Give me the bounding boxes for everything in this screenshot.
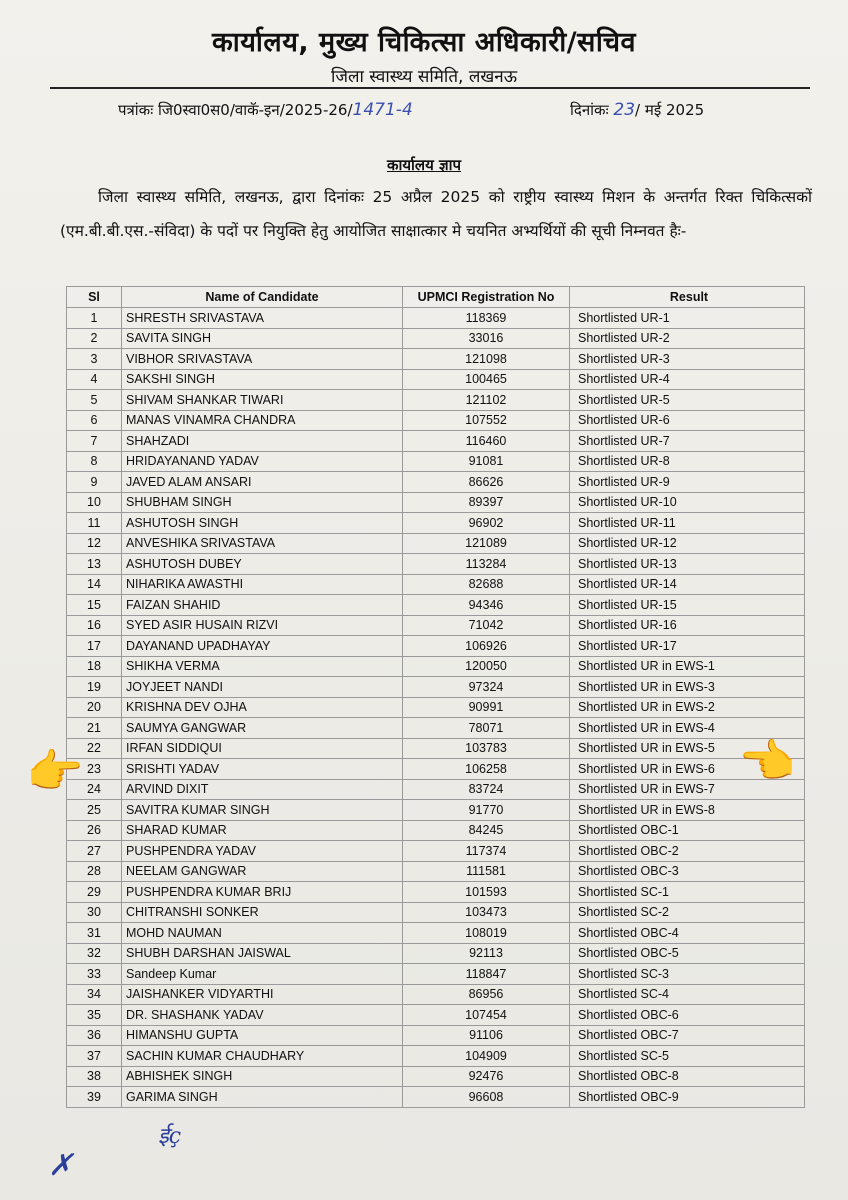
date-label: दिनांकः — [570, 101, 609, 119]
cell-registration-no: 108019 — [403, 923, 570, 944]
cell-candidate-name: JAVED ALAM ANSARI — [122, 472, 403, 493]
cell-result: Shortlisted UR in EWS-5 — [570, 738, 805, 759]
table-row — [67, 861, 805, 882]
table-row — [67, 902, 805, 923]
table-row — [67, 923, 805, 944]
cell-candidate-name: MANAS VINAMRA CHANDRA — [122, 410, 403, 431]
table-row — [67, 984, 805, 1005]
cell-serial: 35 — [67, 1005, 122, 1026]
table-row — [67, 554, 805, 575]
cell-candidate-name: SAUMYA GANGWAR — [122, 718, 403, 739]
cell-candidate-name: DR. SHASHANK YADAV — [122, 1005, 403, 1026]
candidate-table — [66, 286, 805, 1108]
table-row — [67, 472, 805, 493]
cell-candidate-name: HIMANSHU GUPTA — [122, 1025, 403, 1046]
table-row — [67, 779, 805, 800]
cell-result: Shortlisted UR in EWS-1 — [570, 656, 805, 677]
cell-registration-no: 103783 — [403, 738, 570, 759]
cell-serial: 14 — [67, 574, 122, 595]
table-row — [67, 943, 805, 964]
cell-registration-no: 113284 — [403, 554, 570, 575]
cell-registration-no: 33016 — [403, 328, 570, 349]
cell-candidate-name: ABHISHEK SINGH — [122, 1066, 403, 1087]
table-row — [67, 656, 805, 677]
cell-candidate-name: ARVIND DIXIT — [122, 779, 403, 800]
cell-serial: 19 — [67, 677, 122, 698]
cell-candidate-name: SACHIN KUMAR CHAUDHARY — [122, 1046, 403, 1067]
cell-registration-no: 90991 — [403, 697, 570, 718]
cell-result: Shortlisted UR-8 — [570, 451, 805, 472]
cell-serial: 26 — [67, 820, 122, 841]
handwritten-tick-mark: ✗ — [48, 1148, 74, 1183]
cell-registration-no: 101593 — [403, 882, 570, 903]
cell-registration-no: 82688 — [403, 574, 570, 595]
cell-result: Shortlisted OBC-5 — [570, 943, 805, 964]
cell-serial: 37 — [67, 1046, 122, 1067]
cell-serial: 3 — [67, 349, 122, 370]
cell-result: Shortlisted OBC-7 — [570, 1025, 805, 1046]
cell-result: Shortlisted UR in EWS-7 — [570, 779, 805, 800]
cell-serial: 29 — [67, 882, 122, 903]
header-name: Name of Candidate — [122, 287, 403, 308]
table-row — [67, 390, 805, 411]
cell-candidate-name: SAVITA SINGH — [122, 328, 403, 349]
cell-result: Shortlisted OBC-9 — [570, 1087, 805, 1108]
cell-candidate-name: ASHUTOSH SINGH — [122, 513, 403, 534]
cell-serial: 39 — [67, 1087, 122, 1108]
cell-candidate-name: Sandeep Kumar — [122, 964, 403, 985]
cell-result: Shortlisted OBC-8 — [570, 1066, 805, 1087]
handwritten-initial: ईç — [158, 1124, 182, 1149]
cell-registration-no: 86626 — [403, 472, 570, 493]
date-day: 23 — [613, 100, 636, 120]
cell-serial: 11 — [67, 513, 122, 534]
cell-result: Shortlisted UR in EWS-2 — [570, 697, 805, 718]
cell-candidate-name: MOHD NAUMAN — [122, 923, 403, 944]
table-row — [67, 800, 805, 821]
cell-serial: 23 — [67, 759, 122, 780]
cell-serial: 22 — [67, 738, 122, 759]
cell-registration-no: 117374 — [403, 841, 570, 862]
cell-serial: 1 — [67, 308, 122, 329]
table-row — [67, 410, 805, 431]
cell-result: Shortlisted SC-3 — [570, 964, 805, 985]
cell-registration-no: 94346 — [403, 595, 570, 616]
cell-result: Shortlisted UR-9 — [570, 472, 805, 493]
header-serial: Sl — [67, 287, 122, 308]
cell-candidate-name: SHARAD KUMAR — [122, 820, 403, 841]
cell-serial: 7 — [67, 431, 122, 452]
cell-result: Shortlisted UR-3 — [570, 349, 805, 370]
table-row — [67, 595, 805, 616]
cell-result: Shortlisted UR-15 — [570, 595, 805, 616]
cell-result: Shortlisted OBC-4 — [570, 923, 805, 944]
table-row — [67, 1025, 805, 1046]
cell-result: Shortlisted OBC-6 — [570, 1005, 805, 1026]
cell-registration-no: 91106 — [403, 1025, 570, 1046]
cell-candidate-name: NIHARIKA AWASTHI — [122, 574, 403, 595]
table-row — [67, 759, 805, 780]
cell-candidate-name: GARIMA SINGH — [122, 1087, 403, 1108]
table-row — [67, 308, 805, 329]
cell-candidate-name: ASHUTOSH DUBEY — [122, 554, 403, 575]
office-subtitle: जिला स्वास्थ्य समिति, लखनऊ — [330, 67, 518, 87]
cell-result: Shortlisted UR in EWS-3 — [570, 677, 805, 698]
cell-serial: 12 — [67, 533, 122, 554]
notice-paragraph: जिला स्वास्थ्य समिति, लखनऊ, द्वारा दिनांकः 25 अप्रैल 2025 को राष्ट्रीय स्वास्थ्य मिशन के अन्तर्गत रिक्त चिकित्सकों (एम.बी.बी.एस.-संविदा) के पदों पर नियुक्ति हेतु आयोजित साक्षात्कार मे चयनित अभ्यर्थियों की सूची निम्नवत हैः- — [60, 188, 812, 240]
cell-registration-no: 92476 — [403, 1066, 570, 1087]
table-row — [67, 636, 805, 657]
cell-result: Shortlisted UR in EWS-4 — [570, 718, 805, 739]
cell-registration-no: 91081 — [403, 451, 570, 472]
cell-registration-no: 92113 — [403, 943, 570, 964]
cell-serial: 36 — [67, 1025, 122, 1046]
cell-registration-no: 78071 — [403, 718, 570, 739]
cell-candidate-name: KRISHNA DEV OJHA — [122, 697, 403, 718]
cell-result: Shortlisted SC-5 — [570, 1046, 805, 1067]
cell-serial: 6 — [67, 410, 122, 431]
table-row — [67, 369, 805, 390]
pointing-hand-icon: 👉 — [26, 744, 84, 798]
table-body — [67, 308, 805, 1108]
cell-registration-no: 121102 — [403, 390, 570, 411]
cell-registration-no: 84245 — [403, 820, 570, 841]
cell-candidate-name: JAISHANKER VIDYARTHI — [122, 984, 403, 1005]
cell-result: Shortlisted OBC-2 — [570, 841, 805, 862]
cell-candidate-name: SHAHZADI — [122, 431, 403, 452]
cell-registration-no: 106258 — [403, 759, 570, 780]
cell-registration-no: 118369 — [403, 308, 570, 329]
reference-label: पत्रांकः जि0स्वा0स0/वाकॅ-इन/2025-26/ — [118, 101, 353, 119]
table-row — [67, 964, 805, 985]
cell-serial: 20 — [67, 697, 122, 718]
cell-serial: 5 — [67, 390, 122, 411]
table-row — [67, 431, 805, 452]
cell-candidate-name: ANVESHIKA SRIVASTAVA — [122, 533, 403, 554]
cell-result: Shortlisted UR in EWS-6 — [570, 759, 805, 780]
cell-candidate-name: NEELAM GANGWAR — [122, 861, 403, 882]
cell-candidate-name: SHIVAM SHANKAR TIWARI — [122, 390, 403, 411]
cell-result: Shortlisted UR-12 — [570, 533, 805, 554]
table-row — [67, 328, 805, 349]
table-row — [67, 1046, 805, 1067]
cell-serial: 8 — [67, 451, 122, 472]
cell-result: Shortlisted UR-14 — [570, 574, 805, 595]
cell-serial: 24 — [67, 779, 122, 800]
table-row — [67, 1087, 805, 1108]
cell-registration-no: 71042 — [403, 615, 570, 636]
cell-candidate-name: HRIDAYANAND YADAV — [122, 451, 403, 472]
cell-result: Shortlisted SC-4 — [570, 984, 805, 1005]
cell-registration-no: 120050 — [403, 656, 570, 677]
table-row — [67, 349, 805, 370]
cell-registration-no: 116460 — [403, 431, 570, 452]
table-row — [67, 574, 805, 595]
table-row — [67, 820, 805, 841]
table-row — [67, 882, 805, 903]
cell-result: Shortlisted UR-1 — [570, 308, 805, 329]
cell-result: Shortlisted UR-16 — [570, 615, 805, 636]
table-row — [67, 615, 805, 636]
header-divider — [50, 87, 810, 89]
cell-registration-no: 100465 — [403, 369, 570, 390]
cell-serial: 32 — [67, 943, 122, 964]
cell-serial: 18 — [67, 656, 122, 677]
cell-candidate-name: SAKSHI SINGH — [122, 369, 403, 390]
cell-result: Shortlisted UR-7 — [570, 431, 805, 452]
reference-number: 1471-4 — [352, 100, 413, 120]
cell-serial: 33 — [67, 964, 122, 985]
cell-result: Shortlisted SC-2 — [570, 902, 805, 923]
table-row — [67, 1005, 805, 1026]
office-title: कार्यालय, मुख्य चिकित्सा अधिकारी/सचिव — [212, 27, 636, 58]
cell-result: Shortlisted OBC-1 — [570, 820, 805, 841]
cell-candidate-name: IRFAN SIDDIQUI — [122, 738, 403, 759]
table-header-row — [67, 287, 805, 308]
cell-serial: 13 — [67, 554, 122, 575]
cell-candidate-name: SHUBHAM SINGH — [122, 492, 403, 513]
cell-serial: 15 — [67, 595, 122, 616]
cell-result: Shortlisted UR in EWS-8 — [570, 800, 805, 821]
cell-serial: 16 — [67, 615, 122, 636]
cell-serial: 17 — [67, 636, 122, 657]
cell-result: Shortlisted SC-1 — [570, 882, 805, 903]
table-row — [67, 738, 805, 759]
cell-registration-no: 86956 — [403, 984, 570, 1005]
cell-serial: 31 — [67, 923, 122, 944]
cell-candidate-name: SAVITRA KUMAR SINGH — [122, 800, 403, 821]
cell-registration-no: 107552 — [403, 410, 570, 431]
cell-candidate-name: DAYANAND UPADHAYAY — [122, 636, 403, 657]
cell-registration-no: 96608 — [403, 1087, 570, 1108]
cell-serial: 34 — [67, 984, 122, 1005]
cell-result: Shortlisted UR-11 — [570, 513, 805, 534]
table-row — [67, 492, 805, 513]
date-month-year: मई 2025 — [644, 101, 705, 119]
cell-serial: 30 — [67, 902, 122, 923]
cell-candidate-name: PUSHPENDRA YADAV — [122, 841, 403, 862]
cell-registration-no: 104909 — [403, 1046, 570, 1067]
cell-result: Shortlisted UR-17 — [570, 636, 805, 657]
cell-registration-no: 121098 — [403, 349, 570, 370]
table-row — [67, 841, 805, 862]
cell-candidate-name: JOYJEET NANDI — [122, 677, 403, 698]
cell-registration-no: 118847 — [403, 964, 570, 985]
cell-candidate-name: SHUBH DARSHAN JAISWAL — [122, 943, 403, 964]
cell-candidate-name: SYED ASIR HUSAIN RIZVI — [122, 615, 403, 636]
cell-registration-no: 91770 — [403, 800, 570, 821]
table-row — [67, 451, 805, 472]
cell-registration-no: 121089 — [403, 533, 570, 554]
cell-candidate-name: PUSHPENDRA KUMAR BRIJ — [122, 882, 403, 903]
cell-serial: 27 — [67, 841, 122, 862]
cell-serial: 9 — [67, 472, 122, 493]
cell-registration-no: 97324 — [403, 677, 570, 698]
table-row — [67, 677, 805, 698]
table-row — [67, 718, 805, 739]
cell-serial: 2 — [67, 328, 122, 349]
table-row — [67, 697, 805, 718]
cell-candidate-name: CHITRANSHI SONKER — [122, 902, 403, 923]
cell-candidate-name: SHRESTH SRIVASTAVA — [122, 308, 403, 329]
cell-candidate-name: FAIZAN SHAHID — [122, 595, 403, 616]
cell-registration-no: 111581 — [403, 861, 570, 882]
cell-registration-no: 106926 — [403, 636, 570, 657]
cell-result: Shortlisted OBC-3 — [570, 861, 805, 882]
cell-serial: 38 — [67, 1066, 122, 1087]
cell-serial: 10 — [67, 492, 122, 513]
pointing-hand-icon: 👉 — [740, 734, 798, 788]
cell-registration-no: 103473 — [403, 902, 570, 923]
cell-candidate-name: SHIKHA VERMA — [122, 656, 403, 677]
reference-line — [118, 100, 758, 120]
table-row — [67, 533, 805, 554]
cell-result: Shortlisted UR-2 — [570, 328, 805, 349]
table-row — [67, 513, 805, 534]
cell-candidate-name: VIBHOR SRIVASTAVA — [122, 349, 403, 370]
cell-candidate-name: SRISHTI YADAV — [122, 759, 403, 780]
notice-heading: कार्यालय ज्ञाप — [386, 156, 462, 174]
cell-registration-no: 89397 — [403, 492, 570, 513]
cell-result: Shortlisted UR-10 — [570, 492, 805, 513]
cell-serial: 4 — [67, 369, 122, 390]
table-row — [67, 1066, 805, 1087]
header-registration: UPMCI Registration No — [403, 287, 570, 308]
cell-registration-no: 107454 — [403, 1005, 570, 1026]
cell-registration-no: 96902 — [403, 513, 570, 534]
cell-registration-no: 83724 — [403, 779, 570, 800]
header-result: Result — [570, 287, 805, 308]
date-block: दिनांकः 23/ मई 2025 — [570, 100, 705, 120]
cell-serial: 28 — [67, 861, 122, 882]
cell-serial: 21 — [67, 718, 122, 739]
cell-result: Shortlisted UR-13 — [570, 554, 805, 575]
cell-serial: 25 — [67, 800, 122, 821]
cell-result: Shortlisted UR-4 — [570, 369, 805, 390]
cell-result: Shortlisted UR-6 — [570, 410, 805, 431]
cell-result: Shortlisted UR-5 — [570, 390, 805, 411]
